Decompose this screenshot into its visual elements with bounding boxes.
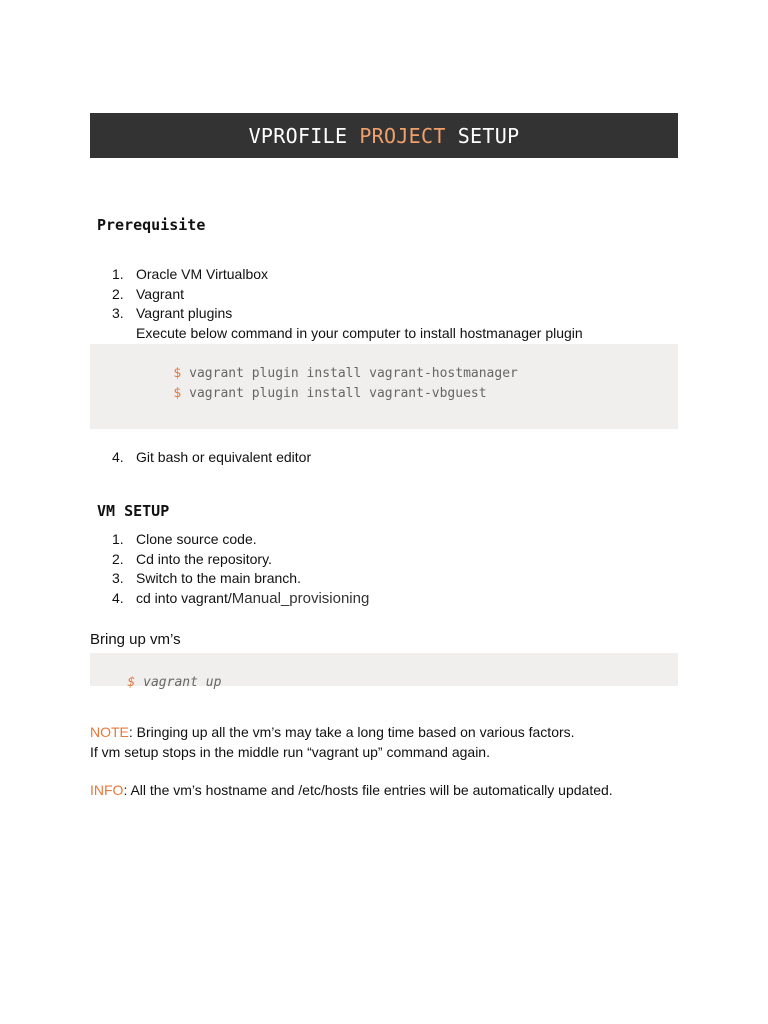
list-item-continuation (112, 324, 583, 344)
plugin-note: Execute below command in your computer to install hostmanager plugin (136, 324, 583, 341)
list-item: 3. Switch to the main branch. (112, 570, 301, 586)
note-paragraph: NOTE: Bringing up all the vm’s may take a long time based on various factors. If vm setup stops in the middle run “vagrant up” command again. (90, 724, 575, 760)
prerequisite-list-cont (112, 448, 311, 468)
manual-provisioning-path: Manual_provisioning (231, 589, 370, 607)
vm-setup-list (112, 530, 369, 608)
list-item: 4. cd into vagrant/Manual_provisioning (112, 589, 370, 607)
title-accent: PROJECT (359, 123, 446, 148)
list-item: 4. Git bash or equivalent editor (112, 449, 312, 465)
list-item: 3. Vagrant plugins (112, 305, 233, 321)
vm-setup-heading: VM SETUP (97, 502, 170, 520)
code-line: $ vagrant up (127, 675, 222, 690)
bring-up-heading: Bring up vm’s (90, 631, 181, 648)
plugin-code-block (90, 344, 678, 429)
list-item: 2. Cd into the repository. (112, 550, 272, 567)
title-banner (90, 113, 678, 158)
vagrant-up-code-block (90, 653, 678, 690)
prerequisite-list (112, 265, 583, 343)
note-label: NOTE (90, 724, 129, 740)
title-part-2: SETUP (457, 123, 520, 148)
prerequisite-heading: Prerequisite (97, 216, 206, 234)
list-item: 1. Clone source code. (112, 531, 257, 547)
list-item: 1. Oracle VM Virtualbox (112, 266, 269, 282)
title-part-1: VPROFILE (248, 123, 348, 148)
prompt-symbol: $ (173, 386, 182, 401)
prompt-symbol: $ (173, 366, 182, 381)
code-line: $ vagrant plugin install vagrant-hostmanager (173, 366, 518, 381)
info-label: INFO (90, 782, 124, 798)
info-paragraph: INFO: All the vm’s hostname and /etc/hosts file entries will be automatically updated. (90, 782, 613, 798)
code-line: $ vagrant plugin install vagrant-vbguest (173, 386, 487, 401)
list-item: 2. Vagrant (112, 285, 184, 302)
prompt-symbol: $ (127, 675, 136, 690)
